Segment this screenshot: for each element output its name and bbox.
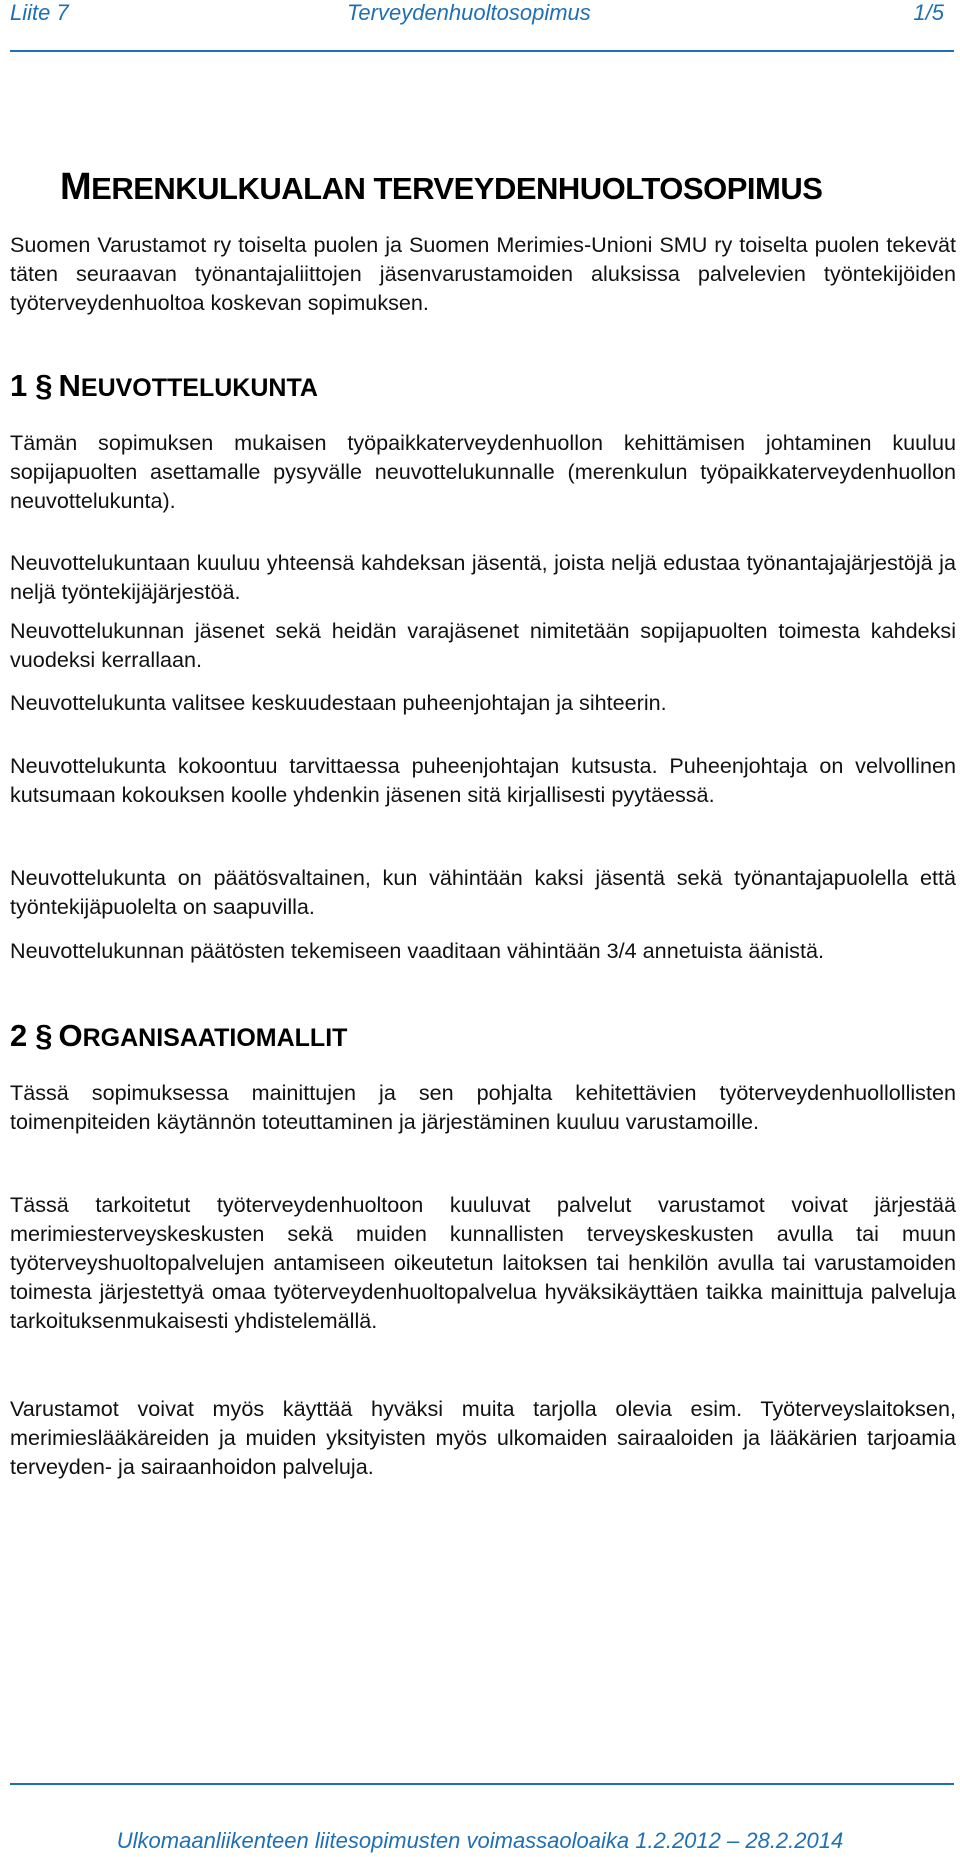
title-rest: ERENKULKUALAN TERVEYDENHUOLTOSOPIMUS xyxy=(91,171,823,206)
section-1-paragraph: Neuvottelukuntaan kuuluu yhteensä kahdeksan jäsentä, joista neljä edustaa työnantajajärjestöjä ja neljä työntekijäjärjestöä. xyxy=(10,550,956,604)
title-initial: M xyxy=(60,166,92,208)
header-document-name: Terveydenhuoltosopimus xyxy=(347,0,591,25)
section-1-title: EUVOTTELUKUNTA xyxy=(80,374,318,402)
section-2-title: RGANISAATIOMALLIT xyxy=(82,1024,348,1052)
section-symbol: § xyxy=(35,368,53,403)
intro-paragraph: Suomen Varustamot ry toiselta puolen ja Suomen Merimies-Unioni SMU ry toiselta puolen tekevät täten seuraavan työnantajaliittojen jäsenvarustamoiden aluksissa palvelevien työntekijöiden työterveydenhuoltoa koskevan sopimuksen. xyxy=(10,232,956,315)
section-2-number: 2 xyxy=(10,1018,28,1053)
header-page-number: 1/5 xyxy=(913,0,944,25)
section-2-heading xyxy=(10,1020,347,1054)
section-1-paragraph: Neuvottelukunta on päätösvaltainen, kun vähintään kaksi jäsentä sekä työnantajapuolella että työntekijäpuolelta on saapuvilla. xyxy=(10,865,956,919)
section-2-paragraph: Varustamot voivat myös käyttää hyväksi muita tarjolla olevia esim. Työterveyslaitoksen, merimieslääkäreiden ja muiden yksityisten myös ulkomaiden sairaaloiden ja lääkärien tarjoamia terveyden- ja sairaanhoidon palveluja. xyxy=(10,1396,956,1479)
header-appendix-label: Liite 7 xyxy=(10,0,69,25)
section-1-heading xyxy=(10,370,318,404)
section-2-paragraph: Tässä tarkoitetut työterveydenhuoltoon kuuluvat palvelut varustamot voivat järjestää merimiesterveyskeskusten sekä muiden kunnallisten terveyskeskusten avulla tai muun työterveyshuoltopalvelujen antamiseen oikeutetun laitoksen tai henkilön avulla tai varustamoiden toimesta järjestettyä omaa työterveydenhuoltopalvelua hyväksikäyttäen taikka mainittuja palveluja tarkoituksenmukaisesti yhdistelemällä. xyxy=(10,1192,956,1333)
section-2-paragraph: Tässä sopimuksessa mainittujen ja sen pohjalta kehitettävien työterveydenhuollollisten toimenpiteiden käytännön toteuttaminen ja järjestäminen kuuluu varustamoille. xyxy=(10,1080,956,1134)
section-2-initial: O xyxy=(58,1018,83,1053)
section-1-initial: N xyxy=(58,368,81,403)
section-1-paragraph: Neuvottelukunta kokoontuu tarvittaessa puheenjohtajan kutsusta. Puheenjohtaja on velvollinen kutsumaan kokouksen koolle yhdenkin jäsenen sitä kirjallisesti pyytäessä. xyxy=(10,753,956,807)
section-symbol: § xyxy=(35,1018,53,1053)
document-title xyxy=(60,168,822,208)
page-footer: Ulkomaanliikenteen liitesopimusten voimassaoloaika 1.2.2012 – 28.2.2014 xyxy=(116,1828,844,1853)
section-1-paragraph: Tämän sopimuksen mukaisen työpaikkaterveydenhuollon kehittämisen johtaminen kuuluu sopijapuolten asettamalle pysyvälle neuvottelukunnalle (merenkulun työpaikkaterveydenhuollon neuvottelukunta). xyxy=(10,430,956,513)
section-1-paragraph: Neuvottelukunnan jäsenet sekä heidän varajäsenet nimitetään sopijapuolten toimesta kahdeksi vuodeksi kerrallaan. xyxy=(10,618,956,672)
section-1-paragraph: Neuvottelukunnan päätösten tekemiseen vaaditaan vähintään 3/4 annetuista äänistä. xyxy=(10,938,824,963)
footer-divider xyxy=(10,1783,954,1785)
section-1-number: 1 xyxy=(10,368,28,403)
section-1-paragraph: Neuvottelukunta valitsee keskuudestaan puheenjohtajan ja sihteerin. xyxy=(10,690,667,715)
header-divider xyxy=(10,50,954,52)
page-header xyxy=(10,0,950,26)
